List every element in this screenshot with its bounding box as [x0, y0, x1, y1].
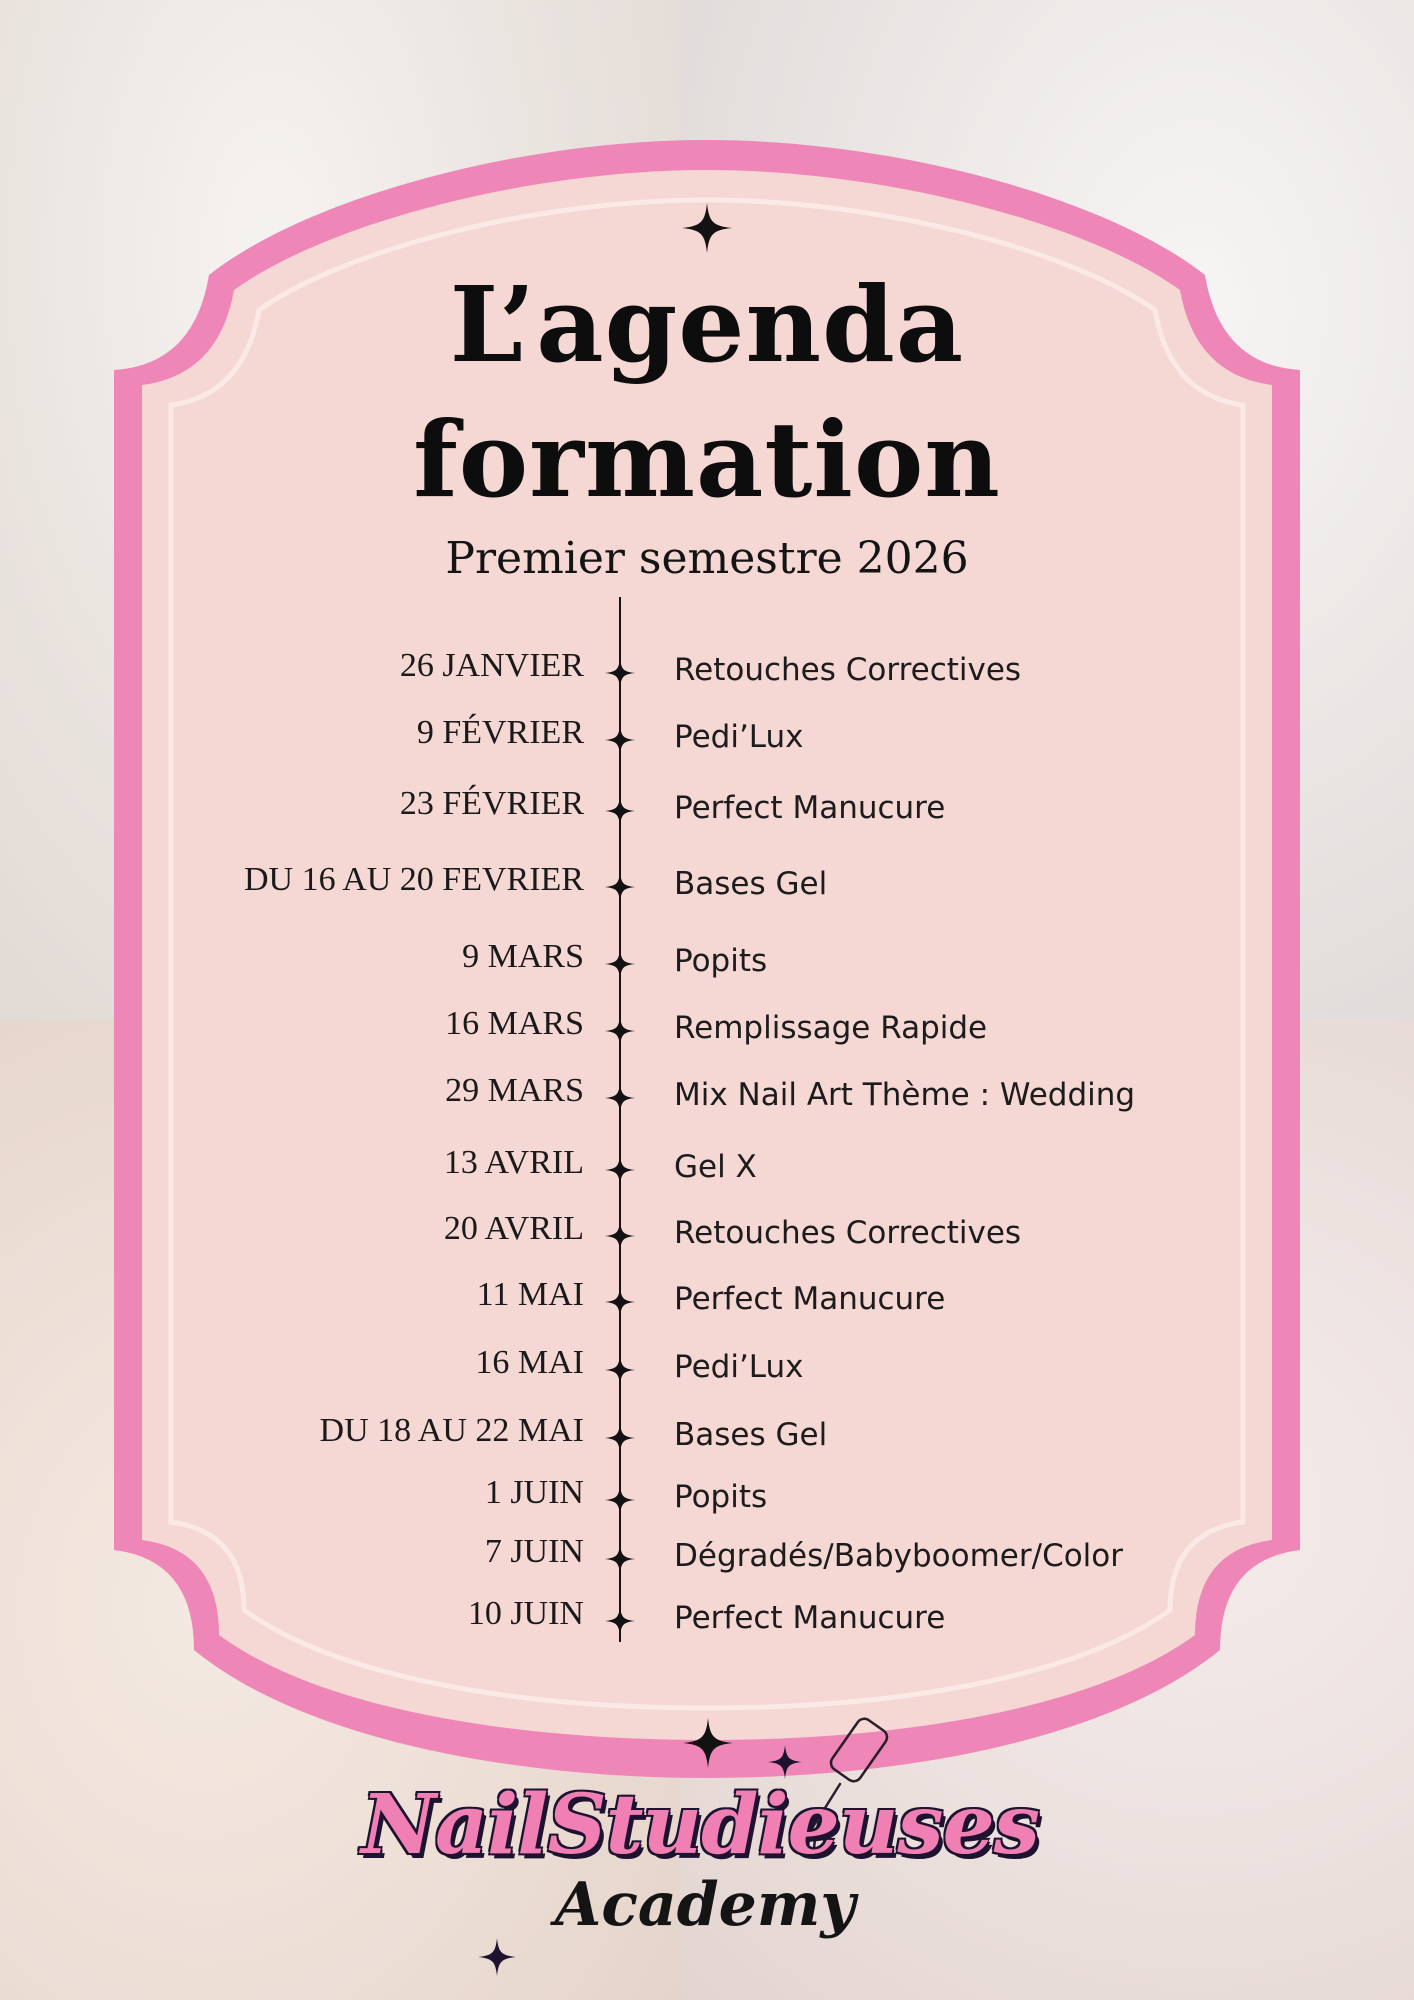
logo-wordmark: NailStudieuses: [361, 1777, 1039, 1873]
sparkle-marker-icon: [605, 1287, 635, 1317]
schedule-row: [0, 1594, 1414, 1644]
schedule-row: [0, 1411, 1414, 1461]
schedule-row: [0, 1473, 1414, 1523]
session-date: 26 JANVIER: [399, 647, 584, 684]
session-date: DU 16 AU 20 FEVRIER: [243, 861, 584, 898]
schedule-row: [0, 1071, 1414, 1121]
schedule-row: [0, 1343, 1414, 1393]
session-date: 9 MARS: [462, 938, 584, 975]
sparkle-marker-icon: [605, 1355, 635, 1385]
schedule-row: [0, 937, 1414, 987]
page-title-line-2: formation: [413, 398, 1001, 521]
session-date: 7 JUIN: [484, 1533, 584, 1570]
sparkle-icon: [478, 1938, 516, 1976]
schedule-row: [0, 1275, 1414, 1325]
session-date: 1 JUIN: [484, 1474, 584, 1511]
sparkle-icon: [682, 203, 732, 253]
course-name: Perfect Manucure: [674, 790, 946, 826]
sparkle-marker-icon: [605, 725, 635, 755]
schedule-row: [0, 860, 1414, 910]
sparkle-marker-icon: [605, 1606, 635, 1636]
session-date: 29 MARS: [445, 1072, 584, 1109]
sparkle-marker-icon: [605, 796, 635, 826]
sparkle-marker-icon: [605, 949, 635, 979]
course-name: Popits: [674, 1479, 768, 1515]
subtitle: Premier semestre 2026: [445, 533, 969, 584]
course-name: Dégradés/Babyboomer/Color: [674, 1538, 1124, 1574]
course-name: Bases Gel: [674, 866, 828, 902]
session-date: 20 AVRIL: [443, 1210, 584, 1247]
page-title-line-1: L’agenda: [449, 263, 965, 386]
course-name: Gel X: [674, 1149, 757, 1185]
sparkle-marker-icon: [605, 1423, 635, 1453]
sparkle-marker-icon: [605, 1155, 635, 1185]
course-name: Pedi’Lux: [674, 1349, 804, 1385]
session-date: 16 MAI: [475, 1344, 584, 1381]
session-date: 11 MAI: [476, 1276, 584, 1313]
session-date: DU 18 AU 22 MAI: [319, 1412, 584, 1449]
sparkle-marker-icon: [605, 1221, 635, 1251]
course-name: Perfect Manucure: [674, 1600, 946, 1636]
sparkle-marker-icon: [605, 1485, 635, 1515]
logo-tagline: Academy: [554, 1870, 856, 1940]
schedule-row: [0, 1532, 1414, 1582]
course-name: Retouches Correctives: [674, 652, 1022, 688]
sparkle-marker-icon: [605, 1544, 635, 1574]
schedule-row: [0, 1004, 1414, 1054]
schedule-row: [0, 646, 1414, 696]
schedule-row: [0, 1209, 1414, 1259]
course-name: Remplissage Rapide: [674, 1010, 988, 1046]
schedule-row: [0, 713, 1414, 763]
session-date: 16 MARS: [445, 1005, 584, 1042]
course-name: Bases Gel: [674, 1417, 828, 1453]
course-name: Pedi’Lux: [674, 719, 804, 755]
course-name: Mix Nail Art Thème : Wedding: [674, 1077, 1136, 1113]
session-date: 10 JUIN: [467, 1595, 584, 1632]
session-date: 13 AVRIL: [443, 1144, 584, 1181]
sparkle-marker-icon: [605, 1083, 635, 1113]
course-name: Perfect Manucure: [674, 1281, 946, 1317]
academy-logo: [360, 1710, 1060, 1980]
session-date: 9 FÉVRIER: [416, 714, 584, 751]
schedule-row: [0, 784, 1414, 834]
course-name: Popits: [674, 943, 768, 979]
sparkle-marker-icon: [605, 1016, 635, 1046]
schedule-row: [0, 1143, 1414, 1193]
sparkle-marker-icon: [605, 872, 635, 902]
sparkle-marker-icon: [605, 658, 635, 688]
course-name: Retouches Correctives: [674, 1215, 1022, 1251]
session-date: 23 FÉVRIER: [399, 785, 584, 822]
